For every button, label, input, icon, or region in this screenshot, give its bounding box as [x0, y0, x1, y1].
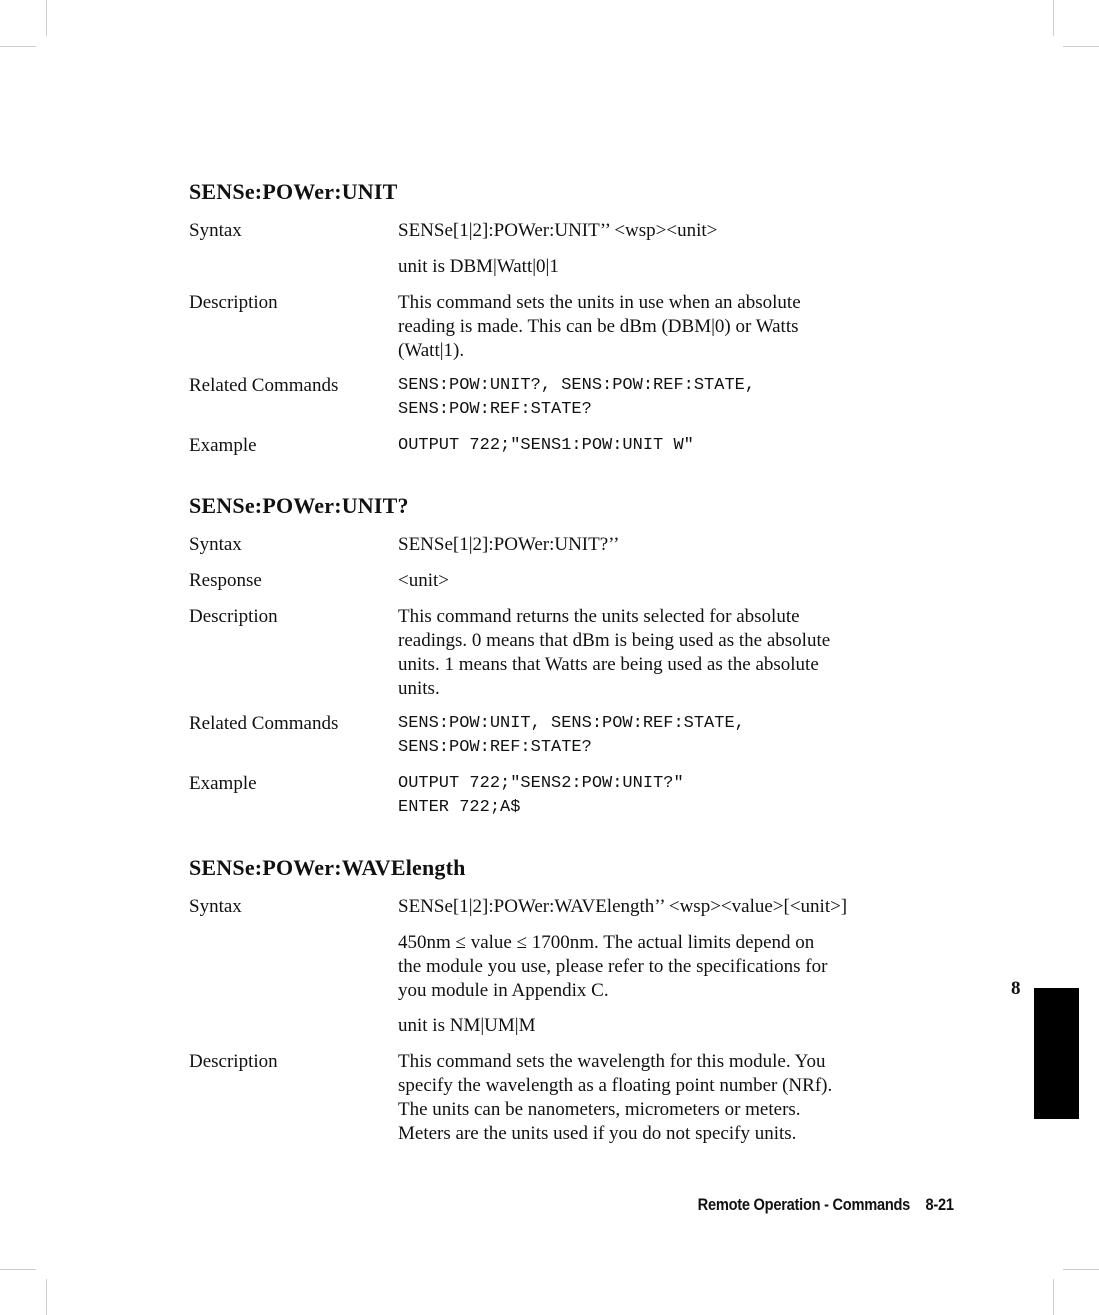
related-line: SENS:POW:REF:STATE?: [398, 400, 592, 419]
description-label: Description: [189, 292, 278, 313]
example-label: Example: [189, 435, 257, 456]
example-line: ENTER 722;A$: [398, 798, 521, 817]
related-line: SENS:POW:REF:STATE?: [398, 738, 592, 757]
range-line: you module in Appendix C.: [398, 980, 609, 1001]
description-label: Description: [189, 1051, 278, 1072]
unit-line: unit is NM|UM|M: [398, 1015, 536, 1036]
related-commands: [398, 712, 948, 760]
example-line: OUTPUT 722;"SENS1:POW:UNIT W": [398, 436, 694, 455]
range-line: 450nm ≤ value ≤ 1700nm. The actual limits depend on: [398, 932, 815, 953]
related-commands-label: Related Commands: [189, 713, 339, 734]
syntax-value: SENSe[1|2]:POWer:UNIT’’ <wsp><unit>: [398, 220, 718, 241]
description-line: (Watt|1).: [398, 340, 465, 361]
description-text: [398, 1050, 948, 1146]
description-text: [398, 605, 948, 701]
description-line: units. 1 means that Watts are being used as the absolute: [398, 654, 819, 675]
section-heading: SENSe:POWer:UNIT?: [189, 493, 409, 518]
description-line: units.: [398, 678, 440, 699]
crop-mark: [1053, 0, 1054, 36]
unit-line: unit is DBM|Watt|0|1: [398, 256, 559, 277]
description-line: This command sets the wavelength for this module. You: [398, 1051, 826, 1072]
related-commands: [398, 374, 948, 422]
syntax-value: SENSe[1|2]:POWer:UNIT?’’: [398, 534, 620, 555]
description-line: specify the wavelength as a floating point number (NRf).: [398, 1075, 833, 1096]
range-line: the module you use, please refer to the specifications for: [398, 956, 828, 977]
crop-mark: [46, 0, 47, 36]
syntax-label: Syntax: [189, 896, 242, 917]
example-label: Example: [189, 773, 257, 794]
section-heading: SENSe:POWer:WAVElength: [189, 855, 466, 880]
crop-mark: [0, 46, 36, 47]
crop-mark: [46, 1279, 47, 1315]
description-line: This command returns the units selected for absolute: [398, 606, 800, 627]
chapter-tab-number: 8: [1011, 978, 1021, 999]
example-line: OUTPUT 722;"SENS2:POW:UNIT?": [398, 774, 684, 793]
related-line: SENS:POW:UNIT, SENS:POW:REF:STATE,: [398, 714, 745, 733]
description-line: readings. 0 means that dBm is being used as the absolute: [398, 630, 831, 651]
related-line: SENS:POW:UNIT?, SENS:POW:REF:STATE,: [398, 376, 756, 395]
description-line: reading is made. This can be dBm (DBM|0) or Watts: [398, 316, 799, 337]
example-code: [398, 772, 948, 820]
description-line: This command sets the units in use when an absolute: [398, 292, 801, 313]
crop-mark: [0, 1269, 36, 1270]
value-range-text: [398, 931, 948, 1003]
related-commands-label: Related Commands: [189, 375, 339, 396]
page-footer: [698, 1195, 954, 1215]
description-line: The units can be nanometers, micrometers or meters.: [398, 1099, 801, 1120]
example-code: [398, 434, 948, 458]
response-value: <unit>: [398, 570, 449, 591]
chapter-tab-marker: [1034, 988, 1079, 1119]
description-line: Meters are the units used if you do not specify units.: [398, 1123, 797, 1144]
crop-mark: [1053, 1279, 1054, 1315]
footer-title: Remote Operation - Commands: [697, 1195, 911, 1214]
crop-mark: [1063, 46, 1099, 47]
description-text: [398, 291, 948, 363]
description-label: Description: [189, 606, 278, 627]
syntax-value: SENSe[1|2]:POWer:WAVElength’’ <wsp><value>[<unit>]: [398, 896, 848, 917]
section-heading: SENSe:POWer:UNIT: [189, 179, 398, 204]
syntax-label: Syntax: [189, 220, 242, 241]
response-label: Response: [189, 570, 262, 591]
syntax-label: Syntax: [189, 534, 242, 555]
page-number: 8-21: [925, 1195, 954, 1214]
crop-mark: [1063, 1269, 1099, 1270]
